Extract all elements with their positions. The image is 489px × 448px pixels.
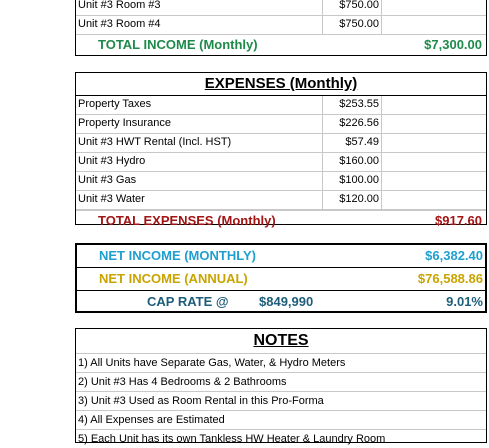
net-annual-row [77, 268, 485, 291]
income-table [75, 0, 487, 56]
expenses-heading: EXPENSES (Monthly) [76, 73, 486, 96]
net-monthly-label: NET INCOME (MONTHLY) [99, 248, 256, 263]
net-annual-value: $76,588.86 [417, 271, 483, 286]
total-expenses-value: $917.60 [435, 213, 482, 228]
total-income-label: TOTAL INCOME (Monthly) [98, 37, 258, 52]
row-label: Unit #3 HWT Rental (Incl. HST) [78, 136, 232, 148]
total-income-value: $7,300.00 [424, 37, 482, 52]
net-monthly-value: $6,382.40 [425, 248, 483, 263]
cap-rate-label: CAP RATE @ [147, 294, 229, 309]
row-value: $100.00 [322, 172, 382, 190]
row-value: $253.55 [322, 96, 382, 114]
row-label: Property Insurance [78, 117, 171, 129]
table-row [76, 96, 486, 115]
table-row [76, 172, 486, 191]
row-value: $160.00 [322, 153, 382, 171]
row-label: Unit #3 Room #4 [78, 18, 161, 30]
table-row [76, 191, 486, 210]
list-item: 5) Each Unit has its own Tankless HW Heater & Laundry Room [76, 429, 486, 448]
notes-box [75, 328, 487, 443]
row-label: Unit #3 Hydro [78, 155, 146, 167]
row-label: Property Taxes [78, 98, 152, 110]
table-row [76, 134, 486, 153]
cap-rate-row [77, 291, 485, 313]
table-row [76, 153, 486, 172]
table-row [76, 0, 486, 16]
table-row [76, 115, 486, 134]
cap-rate-price: $849,990 [259, 294, 314, 309]
list-item: 2) Unit #3 Has 4 Bedrooms & 2 Bathrooms [76, 372, 486, 391]
row-value: $57.49 [322, 134, 382, 152]
expenses-table [75, 72, 487, 228]
table-row [76, 16, 486, 35]
net-monthly-row [77, 245, 485, 268]
net-annual-label: NET INCOME (ANNUAL) [99, 271, 248, 286]
row-value: $750.00 [322, 0, 382, 15]
row-label: Unit #3 Room #3 [78, 0, 161, 11]
row-value: $750.00 [322, 16, 382, 34]
total-income-row [76, 35, 486, 55]
row-label: Unit #3 Gas [78, 174, 137, 186]
list-item: 1) All Units have Separate Gas, Water, & Hydro Meters [76, 353, 486, 372]
list-item: 4) All Expenses are Estimated [76, 410, 486, 429]
cap-rate-value: 9.01% [446, 294, 483, 309]
row-value: $226.56 [322, 115, 382, 133]
total-expenses-label: TOTAL EXPENSES (Monthly) [98, 213, 276, 228]
net-income-table [75, 243, 487, 313]
row-label: Unit #3 Water [78, 193, 145, 205]
row-value: $120.00 [322, 191, 382, 209]
list-item: 3) Unit #3 Used as Room Rental in this Pro-Forma [76, 391, 486, 410]
total-expenses-row [76, 210, 486, 231]
notes-heading: NOTES [253, 332, 309, 349]
